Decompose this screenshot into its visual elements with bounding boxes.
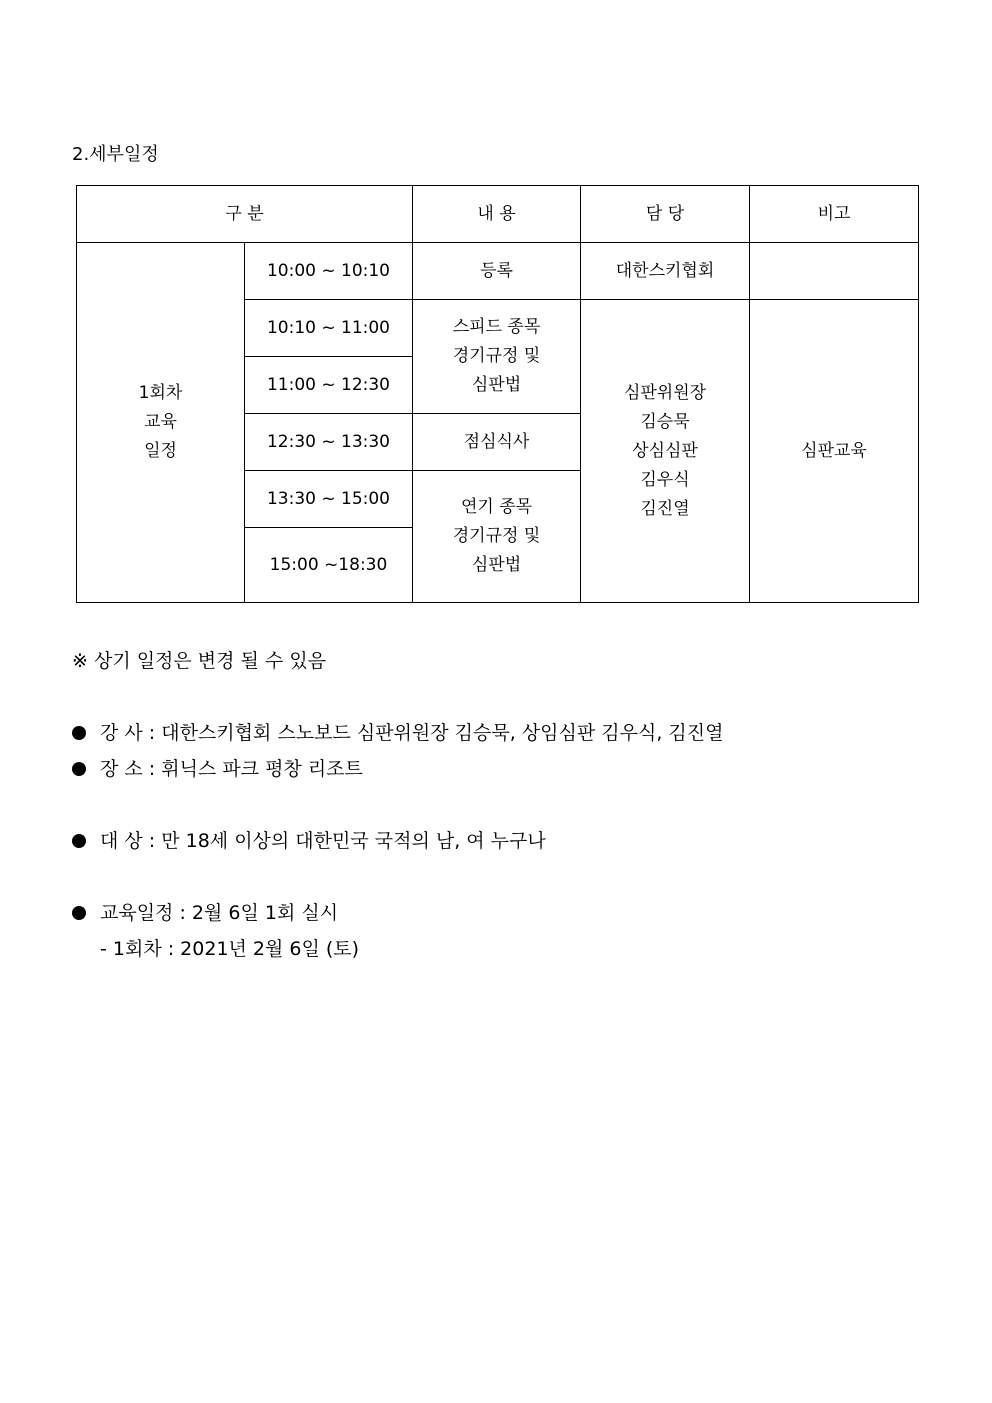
table-header-row xyxy=(77,186,919,243)
content-line: 심판법 xyxy=(471,555,522,575)
table-row xyxy=(77,243,919,300)
time-cell: 10:10 ~ 11:00 xyxy=(245,300,413,357)
content-line: 경기규정 및 xyxy=(452,346,541,366)
instructor-text: 강 사 : 대한스키협회 스노보드 심판위원장 김승묵, 상임심판 김우식, 김진열 xyxy=(100,722,724,744)
schedule-table xyxy=(76,185,919,603)
judge-line: 김승묵 xyxy=(640,411,690,432)
judge-line: 김진열 xyxy=(640,498,690,519)
time-cell: 11:00 ~ 12:30 xyxy=(245,357,413,414)
target-item xyxy=(72,826,546,853)
content-registration: 등록 xyxy=(413,243,581,300)
bullet-icon xyxy=(72,762,86,776)
content-line: 경기규정 및 xyxy=(452,526,541,546)
venue-text: 장 소 : 휘닉스 파크 평창 리조트 xyxy=(100,758,363,780)
venue-item xyxy=(72,754,363,781)
time-cell: 12:30 ~ 13:30 xyxy=(245,414,413,471)
judge-line: 김우식 xyxy=(640,469,690,490)
schedule-detail: - 1회차 : 2021년 2월 6일 (토) xyxy=(100,938,360,960)
bullet-icon xyxy=(72,834,86,848)
time-cell: 10:00 ~ 10:10 xyxy=(245,243,413,300)
time-cell: 13:30 ~ 15:00 xyxy=(245,471,413,528)
content-line: 스피드 종목 xyxy=(452,317,541,337)
bullet-icon xyxy=(72,726,86,740)
manager-judges xyxy=(581,300,750,603)
content-speed xyxy=(413,300,581,414)
bullet-icon xyxy=(72,906,86,920)
session-line: 1회차 xyxy=(138,383,183,403)
schedule-text: 교육일정 : 2월 6일 1회 실시 xyxy=(100,902,339,924)
header-category: 구 분 xyxy=(77,186,413,243)
session-line: 교육 xyxy=(144,412,177,432)
session-line: 일정 xyxy=(144,441,177,461)
content-line: 연기 종목 xyxy=(460,497,533,517)
remarks-empty xyxy=(750,243,919,300)
remarks-value: 심판교육 xyxy=(750,300,919,603)
manager-registration: 대한스키협회 xyxy=(581,243,750,300)
time-cell: 15:00 ~18:30 xyxy=(245,528,413,603)
header-remarks: 비고 xyxy=(750,186,919,243)
content-line: 심판법 xyxy=(471,375,522,395)
content-lunch: 점심식사 xyxy=(413,414,581,471)
target-text: 대 상 : 만 18세 이상의 대한민국 국적의 남, 여 누구나 xyxy=(100,830,546,852)
judge-line: 상심심판 xyxy=(632,440,698,461)
change-notice: ※ 상기 일정은 변경 될 수 있음 xyxy=(72,650,327,672)
judge-line: 심판위원장 xyxy=(623,382,707,403)
instructor-item xyxy=(72,718,723,745)
schedule-item xyxy=(72,898,338,925)
header-manager: 담 당 xyxy=(581,186,750,243)
session-cell xyxy=(77,243,245,603)
content-performance xyxy=(413,471,581,603)
header-content: 내 용 xyxy=(413,186,581,243)
section-title: 2.세부일정 xyxy=(72,144,159,165)
